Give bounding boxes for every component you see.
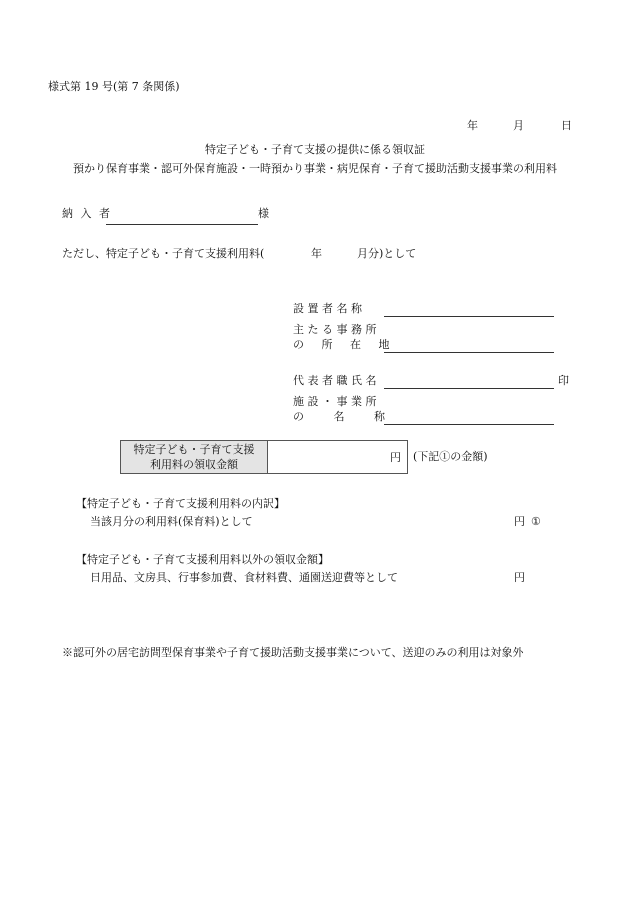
proviso-year: 年 [311,247,322,260]
document-subtitle: 預かり保育事業・認可外保育施設・一時預かり事業・病児保育・子育て援助活動支援事業の利用料 [73,162,557,175]
founder-name-label: 設 置 者 名 称 [293,302,362,315]
received-amount-unit: 円 [390,451,401,464]
received-amount-note: (下記①の金額) [413,450,488,463]
breakdown-unit: 円 [514,515,525,528]
office-address-line [384,352,554,353]
facility-label-line1: 施 設 ・ 事 業 所 [293,395,377,408]
date-month-label: 月 [513,119,524,132]
date-day-label: 日 [561,119,572,132]
received-amount-field [268,441,407,473]
form-number: 様式第 19 号(第 7 条関係) [48,80,180,93]
office-label-line1: 主 た る 事 務 所 [293,323,377,336]
representative-label: 代 表 者 職 氏 名 [293,374,377,387]
seal-mark: 印 [558,374,569,387]
proviso-suffix: 月分)として [357,247,417,260]
representative-name-line [384,388,554,389]
facility-name-line [384,424,554,425]
payer-honorific: 様 [258,207,269,220]
received-amount-label [121,441,268,473]
breakdown-marker: ① [531,515,541,528]
payer-name-line [106,224,258,225]
received-amount-box [120,440,408,474]
payer-label: 納 入 者 [62,207,112,220]
breakdown-item: 当該月分の利用料(保育料)として [90,515,253,528]
footnote: ※認可外の居宅訪問型保育事業や子育て援助活動支援事業について、送迎のみの利用は対象外 [62,646,524,659]
received-amount-label-line1: 特定子ども・子育て支援 [133,443,255,456]
proviso-prefix: ただし、特定子ども・子育て支援利用料( [62,247,265,260]
date-year-label: 年 [467,119,478,132]
breakdown-heading: 【特定子ども・子育て支援利用料の内訳】 [76,497,285,510]
founder-name-line [384,316,554,317]
received-amount-label-line2: 利用料の領収金額 [150,458,238,471]
other-amount-item: 日用品、文房具、行事参加費、食材料費、通園送迎費等として [90,571,398,584]
facility-label-line2: の 名 称 [293,410,385,423]
other-amount-unit: 円 [514,571,525,584]
other-amount-heading: 【特定子ども・子育て支援利用料以外の領収金額】 [76,553,329,566]
office-label-line2: の 所 在 地 [293,338,390,351]
document-title: 特定子ども・子育て支援の提供に係る領収証 [205,143,425,156]
